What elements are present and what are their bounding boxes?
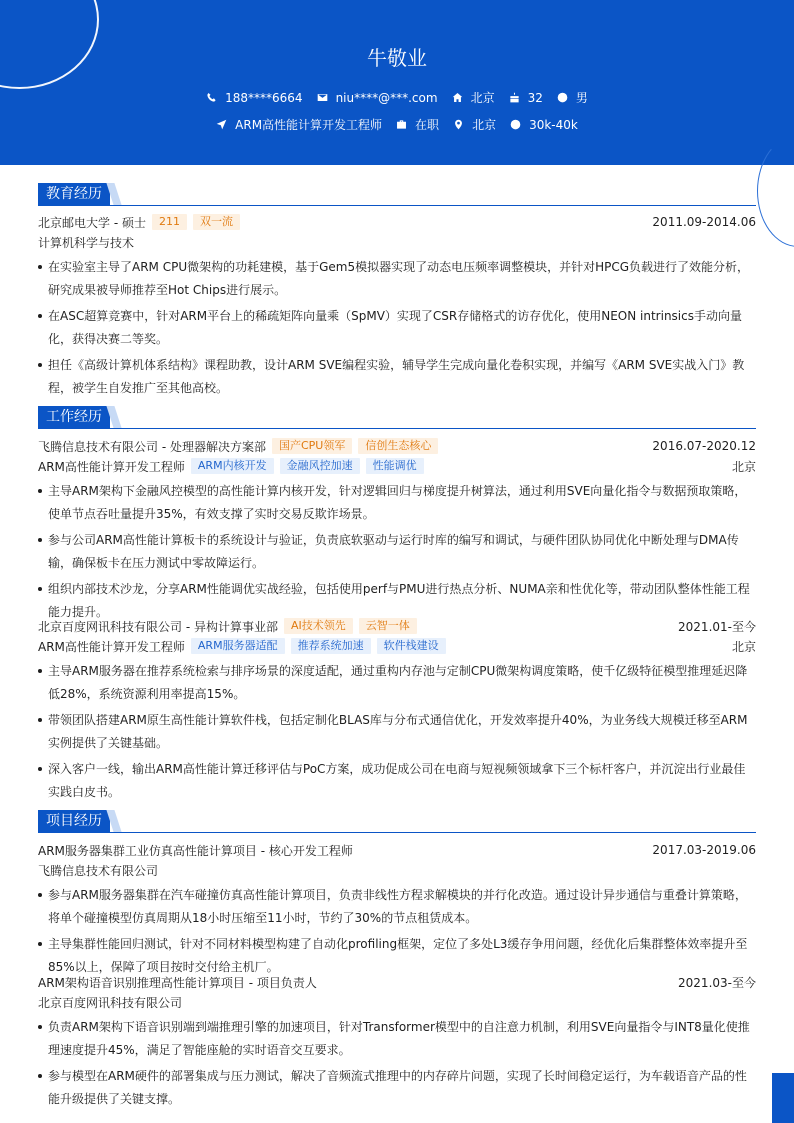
project-title: ARM服务器集群工业仿真高性能计算项目 - 核心开发工程师 <box>38 843 353 858</box>
email-info <box>317 91 438 105</box>
major: 计算机科学与技术 <box>38 235 135 250</box>
gender-icon <box>557 92 568 103</box>
target-job-info <box>216 116 382 133</box>
phone-text: 188****6664 <box>225 90 303 105</box>
location-icon <box>453 119 464 130</box>
section-education-title: 教育经历 <box>38 183 110 205</box>
briefcase-icon <box>396 119 407 130</box>
project-org-row <box>38 992 756 1012</box>
section-education <box>38 183 756 206</box>
work-city: 北京 <box>731 459 756 474</box>
gender-text: 男 <box>575 91 588 105</box>
education-header-row <box>38 212 756 232</box>
list-item: 参与模型在ARM硬件的部署集成与压力测试，解决了音频流式推理中的内存碎片问题，实现了长时间稳定运行，为车载语音产品的性能升级提供了关键支撑。 <box>38 1065 756 1110</box>
list-item: 主导ARM服务器在推荐系统检索与排序场景的深度适配，通过重构内存池与定制CPU微架构调度策略，使千亿级特征模型推理延迟降低28%，系统资源利用率提高15%。 <box>38 660 756 705</box>
send-icon <box>216 119 227 130</box>
company-tag: AI技术领先 <box>284 618 353 634</box>
work-entry <box>38 616 756 807</box>
role-tag: 金融风控加速 <box>280 458 360 474</box>
job-status-info <box>396 116 439 133</box>
list-item: 深入客户一线，输出ARM高性能计算迁移评估与PoC方案，成功促成公司在电商与短视频领域拿下三个标杆客户，并沉淀出行业最佳实践白皮书。 <box>38 758 756 803</box>
project-date: 2021.03-至今 <box>678 975 756 990</box>
list-item: 在ASC超算竞赛中，针对ARM平台上的稀疏矩阵向量乘（SpMV）实现了CSR存储格式的访存优化，使用NEON intrinsics手动向量化，获得决赛二等奖。 <box>38 305 756 350</box>
work-bullets <box>38 480 756 623</box>
home-icon <box>452 92 463 103</box>
age-info <box>509 91 543 105</box>
home-city-info <box>452 89 495 106</box>
list-item: 主导ARM架构下金融风控模型的高性能计算内核开发，针对逻辑回归与梯度提升树算法，通过利用SVE向量化指令与数据预取策略，使单节点吞吐量提升35%，有效支撑了实时交易反欺诈场景。 <box>38 480 756 525</box>
company-tag: 国产CPU领军 <box>272 438 352 454</box>
role-tag: ARM服务器适配 <box>191 638 285 654</box>
school-name: 北京邮电大学 - 硕士 <box>38 215 146 230</box>
age-text: 32 <box>527 90 543 105</box>
school-tag: 双一流 <box>193 214 240 230</box>
cake-icon <box>509 92 520 103</box>
list-item: 组织内部技术沙龙，分享ARM性能调优实战经验，包括使用perf与PMU进行热点分析、NUMA亲和性优化等，带动团队整体性能工程能力提升。 <box>38 578 756 623</box>
section-project-title: 项目经历 <box>38 810 110 832</box>
project-entry <box>38 972 756 1114</box>
section-work <box>38 406 756 429</box>
project-title-row <box>38 972 756 992</box>
target-job-text: ARM高性能计算开发工程师 <box>235 118 383 132</box>
salary-text: 30k-40k <box>529 117 578 132</box>
section-work-title: 工作经历 <box>38 406 110 428</box>
candidate-name: 牛敬业 <box>367 46 427 70</box>
list-item: 担任《高级计算机体系结构》课程助教，设计ARM SVE编程实验，辅导学生完成向量化卷积实现，并编写《ARM SVE实战入门》教程，被学生自发推广至其他高校。 <box>38 354 756 399</box>
education-bullets <box>38 256 756 399</box>
project-bullets <box>38 884 756 978</box>
role-tag: ARM内核开发 <box>191 458 274 474</box>
work-bullets <box>38 660 756 803</box>
money-icon <box>510 119 521 130</box>
project-entry <box>38 840 756 982</box>
job-role: ARM高性能计算开发工程师 <box>38 459 185 474</box>
list-item: 在实验室主导了ARM CPU微架构的功耗建模，基于Gem5模拟器实现了动态电压频率调整模块，并针对HPCG负载进行了效能分析，研究成果被导师推荐至Hot Chips进行展示。 <box>38 256 756 301</box>
phone-info <box>206 91 302 105</box>
job-info-row <box>0 116 794 133</box>
phone-icon <box>206 92 217 103</box>
list-item: 带领团队搭建ARM原生高性能计算软件栈，包括定制化BLAS库与分布式通信优化，开发效率提升40%，为业务线大规模迁移至ARM实例提供了关键基础。 <box>38 709 756 754</box>
work-company-row <box>38 436 756 456</box>
company-name: 北京百度网讯科技有限公司 - 异构计算事业部 <box>38 619 278 634</box>
mail-icon <box>317 92 328 103</box>
project-title-row <box>38 840 756 860</box>
project-org-row <box>38 860 756 880</box>
job-role: ARM高性能计算开发工程师 <box>38 639 185 654</box>
role-tag: 推荐系统加速 <box>291 638 371 654</box>
list-item: 负责ARM架构下语音识别端到端推理引擎的加速项目，针对Transformer模型中的自注意力机制，利用SVE向量指令与INT8量化使推理速度提升45%，满足了智能座舱的实时语音交互要求。 <box>38 1016 756 1061</box>
list-item: 参与ARM服务器集群在汽车碰撞仿真高性能计算项目，负责非线性方程求解模块的并行化改造。通过设计异步通信与重叠计算策略，将单个碰撞模型仿真周期从18小时压缩至11小时，节约了30%的节点租赁成本。 <box>38 884 756 929</box>
company-tag: 云智一体 <box>359 618 417 634</box>
email-text: niu****@***.com <box>335 90 438 105</box>
target-city-text: 北京 <box>472 118 497 132</box>
job-status-text: 在职 <box>415 118 440 132</box>
project-org: 飞腾信息技术有限公司 <box>38 863 159 878</box>
list-item: 主导集群性能回归测试，针对不同材料模型构建了自动化profiling框架，定位了多处L3缓存争用问题，经优化后集群整体效率提升至85%以上，保障了项目按时交付给主机厂。 <box>38 933 756 978</box>
list-item: 参与公司ARM高性能计算板卡的系统设计与验证，负责底软驱动与运行时库的编写和调试，与硬件团队协同优化中断处理与DMA传输，确保板卡在压力测试中零故障运行。 <box>38 529 756 574</box>
role-tag: 软件栈建设 <box>377 638 446 654</box>
education-major-row <box>38 232 756 252</box>
gender-info <box>557 89 588 106</box>
contact-info-row <box>0 89 794 106</box>
role-tag: 性能调优 <box>366 458 424 474</box>
target-city-info <box>453 116 496 133</box>
work-date: 2016.07-2020.12 <box>652 439 756 453</box>
project-title: ARM架构语音识别推理高性能计算项目 - 项目负责人 <box>38 975 317 990</box>
work-company-row <box>38 616 756 636</box>
work-entry <box>38 436 756 627</box>
project-bullets <box>38 1016 756 1110</box>
company-tag: 信创生态核心 <box>358 438 438 454</box>
company-name: 飞腾信息技术有限公司 - 处理器解决方案部 <box>38 439 266 454</box>
salary-info <box>510 118 578 132</box>
corner-decoration <box>772 1073 794 1123</box>
work-city: 北京 <box>731 639 756 654</box>
school-tag: 211 <box>152 214 187 230</box>
project-date: 2017.03-2019.06 <box>652 843 756 857</box>
education-entry <box>38 212 756 403</box>
education-date: 2011.09-2014.06 <box>652 215 756 229</box>
section-project <box>38 810 756 833</box>
resume-header <box>0 0 794 165</box>
work-role-row <box>38 636 756 656</box>
work-role-row <box>38 456 756 476</box>
home-city-text: 北京 <box>470 91 495 105</box>
work-date: 2021.01-至今 <box>678 619 756 634</box>
project-org: 北京百度网讯科技有限公司 <box>38 995 183 1010</box>
